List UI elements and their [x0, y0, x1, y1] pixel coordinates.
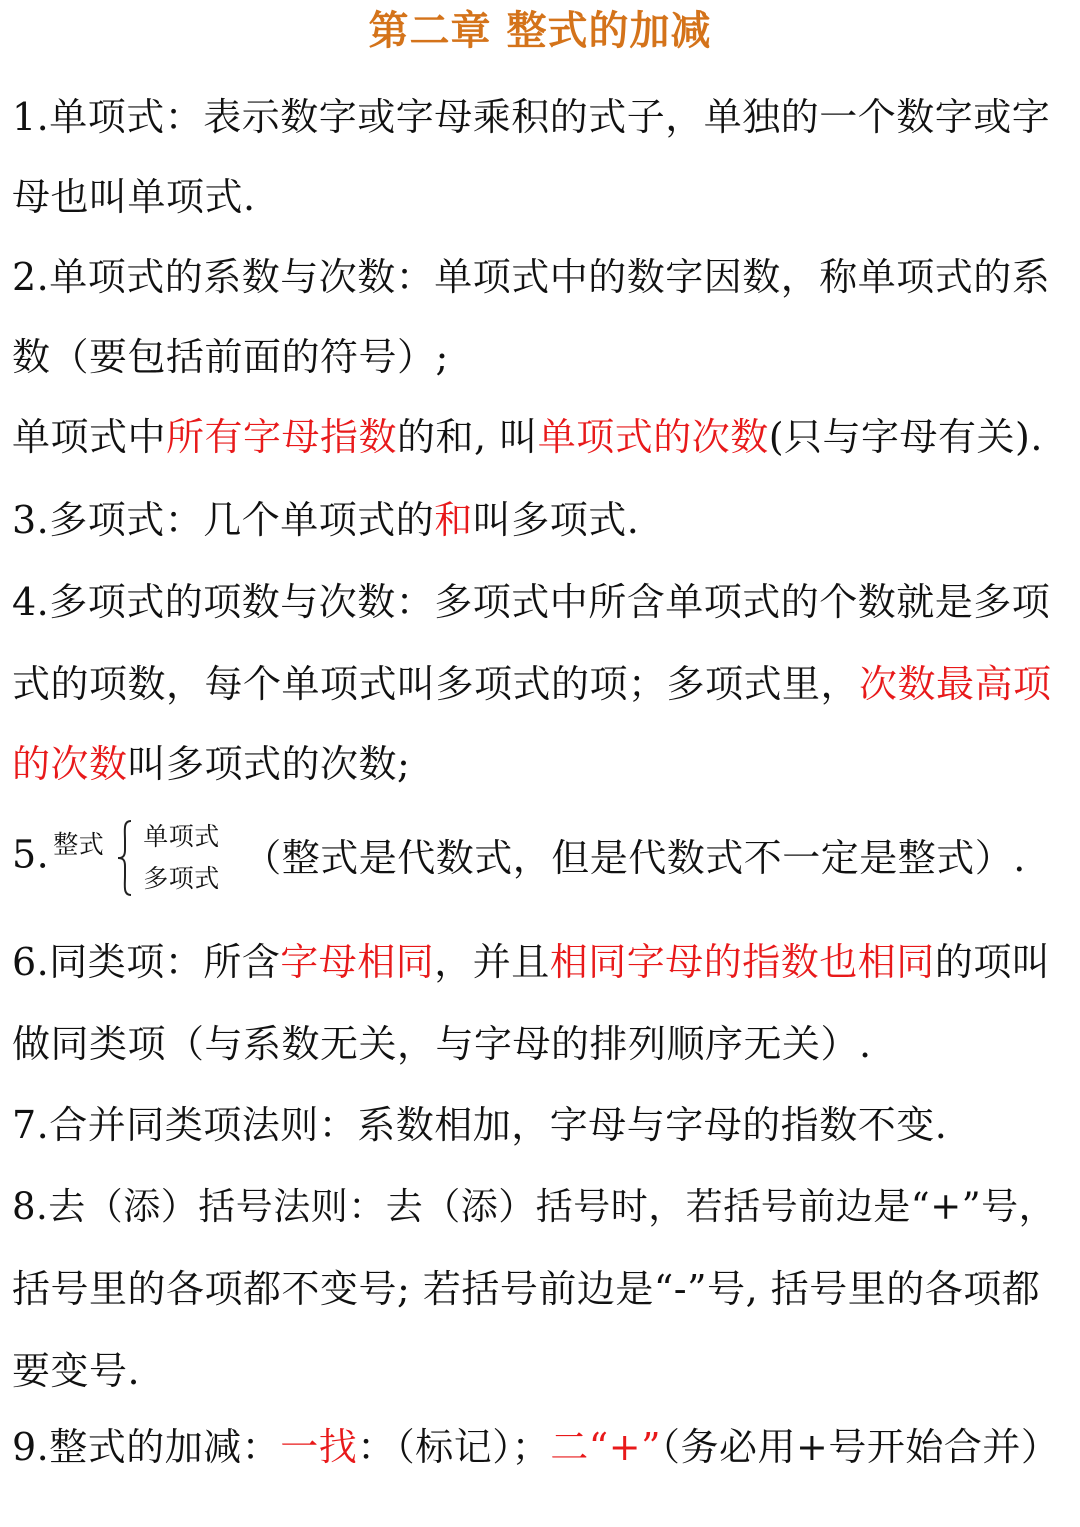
highlighted-term: 相同字母的指数也相同: [549, 940, 935, 984]
text-segment: 做同类项（与系数无关，与字母的排列顺序无关）.: [12, 1022, 872, 1066]
item-8-line-1: [12, 1182, 1078, 1232]
item-6-line-1: [12, 937, 1078, 987]
item-9-line-1: [12, 1422, 1078, 1472]
text-segment: 的和, 叫: [397, 415, 538, 459]
item-4-line-3: [12, 739, 1078, 789]
highlighted-term: 字母相同: [280, 940, 435, 984]
highlighted-term: 的次数: [12, 742, 128, 786]
text-segment: 式的项数，每个单项式叫多项式的项；多项式里，: [12, 662, 860, 706]
item-8-line-3: [12, 1346, 1078, 1396]
item-3-line-1: [12, 495, 1078, 545]
text-segment: 8.去（添）括号法则：去（添）括号时，若括号前边是“+”号，: [12, 1185, 1057, 1228]
text-segment: （务必用+号开始合并）: [661, 1425, 1060, 1469]
highlighted-term: 所有字母指数: [166, 415, 398, 459]
item-8-line-2: [12, 1264, 1078, 1314]
highlighted-term: 一找: [280, 1425, 358, 1469]
text-segment: 3.多项式：几个单项式的: [12, 498, 435, 542]
text-segment: 2.单项式的系数与次数：单项式中的数字因数，称单项式的系: [12, 255, 1051, 299]
text-segment: 叫多项式.: [472, 498, 640, 542]
item-number: 5.: [12, 832, 50, 877]
text-segment: 7.合并同类项法则：系数相加，字母与字母的指数不变.: [12, 1103, 948, 1147]
chapter-title: [0, 4, 1080, 58]
highlighted-term: 二“+”: [550, 1425, 661, 1469]
item-2-line-1: [12, 252, 1078, 302]
text-segment: 母也叫单项式.: [12, 175, 256, 219]
classification-brace: [53, 818, 243, 898]
brace-label: 整式: [53, 830, 105, 859]
text-segment: 9.整式的加减：: [12, 1425, 281, 1469]
item-6-line-2: [12, 1019, 1078, 1069]
chapter-number: 第二章: [368, 8, 492, 54]
item-2-line-3: [12, 412, 1078, 462]
chapter-name: 整式的加减: [506, 8, 712, 54]
text-segment: 数（要包括前面的符号）;: [12, 335, 449, 379]
text-segment: (只与字母有关).: [768, 415, 1043, 459]
brace-option: 单项式: [143, 822, 220, 851]
text-segment: 6.同类项：所含: [12, 940, 281, 984]
text-segment: ，并且: [434, 940, 550, 984]
item-4-line-2: [12, 659, 1078, 709]
brace-option: 多项式: [143, 864, 220, 893]
item-7-line-1: [12, 1100, 1078, 1150]
text-segment: 4.多项式的项数与次数：多项式中所含单项式的个数就是多项: [12, 580, 1051, 624]
text-segment: 括号里的各项都不变号; 若括号前边是“-”号, 括号里的各项都: [12, 1267, 1041, 1311]
text-segment: 的项叫: [934, 940, 1051, 984]
text-segment: 要变号.: [12, 1349, 141, 1393]
item-4-line-1: [12, 577, 1078, 627]
highlighted-term: 单项式的次数: [537, 415, 769, 459]
brace-note: （整式是代数式，但是代数式不一定是整式）.: [243, 836, 1026, 880]
item-1-line-1: [12, 92, 1078, 142]
item-1-line-2: [12, 172, 1078, 222]
left-brace-icon: [115, 818, 135, 898]
text-segment: 叫多项式的次数;: [127, 742, 411, 786]
item-2-line-2: [12, 332, 1078, 382]
text-segment: ：（标记）；: [357, 1425, 551, 1469]
highlighted-term: 和: [434, 498, 473, 542]
highlighted-term: 次数最高项: [859, 662, 1052, 706]
text-segment: 1.单项式：表示数字或字母乘积的式子，单独的一个数字或字: [12, 95, 1051, 139]
item-5-line: [12, 818, 1078, 898]
text-segment: 单项式中: [12, 415, 167, 459]
